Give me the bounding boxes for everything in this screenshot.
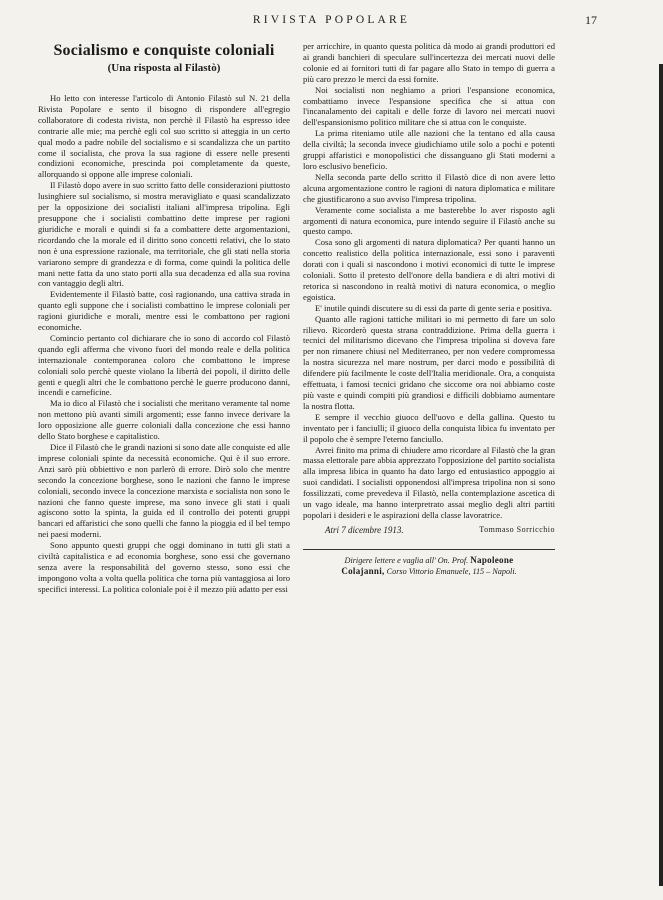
article-title: Socialismo e conquiste coloniali [53,42,275,59]
page-edge-mark [659,64,663,886]
paragraph: Dice il Filastò che le grandi nazioni si sono date alle conquiste ed alle imprese coloniali spinte da necessità economiche. Qui è il suo errore. Anzi sarò più obbiettivo e non parlerò di errore. Dirò solo che mentre secondo la concezione borghese, sono le nazioni che fanno le imprese coloniali, secondo invece la concezione marxista e socialista non sono le nazioni che fanno queste imprese, ma sono invece gli stati i quali agiscono sotto la spinta, la guida ed il controllo dei potenti gruppi bancari ed affaristici che sono quelli che fanno la pioggia ed il bel tempo nei paesi moderni. [38,442,290,540]
page-number: 17 [585,13,597,27]
running-title: RIVISTA POPOLARE [252,14,411,26]
paragraph: Quanto alle ragioni tattiche militari io mi permetto di fare un solo rilievo. Ricorderò questa strana contraddizione. Prima della guerra i tecnici del militarismo dicevano che l'impresa tripolina si doveva fare per non rimanere chiusi nel Mediterraneo, per non vedere compromessa la nostra sicurezza nel mare nostrum, per darci modo e possibilità di difendere più facilmente le coste dell'Italia meridionale. Ora, a conquista effettuata, i famosi tecnici gridano che siccome ora noi abbiamo coste più vaste e quindi compiti più grandiosi e difficili dobbiamo aumentare la nostra flotta. [303,313,555,411]
left-column [38,42,290,595]
paragraph: Avrei finito ma prima di chiudere amo ricordare al Filastò che la gran massa elettorale pare abbia apprezzato l'opposizione del partito socialista alla impresa libica in quanto ha dato largo ed entusiastico appoggio ai suoi candidati. I socialisti opponendosi all'impresa tripolina non si sono fossilizzati, come prevedeva il Filastò, nella contemplazione ascetica di un vago ideale, ma hanno interpretrato assai meglio degli altri partiti popolari i desideri e le aspirazioni della classe lavoratrice. [303,444,555,520]
paragraph: E sempre il vecchio giuoco dell'uovo e della gallina. Questo tu inventato per i fanciulli; il giuoco della conquista libica fu inventato per il popolo che è sempre l'eterno fanciullo. [303,411,555,444]
notice-address: Corso Vittorio Emanuele, 115 – Napoli. [386,566,517,576]
paragraph: Ho letto con interesse l'articolo di Antonio Filastò sul N. 21 della Rivista Popolare e sento il bisogno di rispondere all'egregio collaboratore di codesta rivista, non perchè il Filastò ha espresso idee contrarie alle mie; ma perchè egli col suo scritto si atteggia in un certo qual modo a padre nobile del socialismo e si scandalizza che un partito come il socialista, che prova la sua ragione di essere nelle presenti condizioni economiche, prescinda poi completamente da queste, allorquando si oppone alle imprese coloniali. [38,93,290,180]
signature-line [303,525,555,537]
footer-divider [303,549,555,550]
paragraph: Ma io dico al Filastò che i socialisti che meritano veramente tal nome non mettono più avanti simili argomenti; esse fanno invece derivare la loro opposizione alle guerre coloniali dalla concezione che essi hanno dello Stato borghese e capitalistico. [38,398,290,442]
paragraph: Evidentemente il Filastò batte, così ragionando, una cattiva strada in quanto egli suppone che i socialisti combattino le imprese coloniali per ragioni giuridiche e morali, mentre essi le combattono per ragioni economiche. [38,289,290,333]
paragraph: Comincio pertanto col dichiarare che io sono di accordo col Filastò quando egli afferma che vivono fuori del mondo reale e della politica internazionale contemporanea coloro che combattono le imprese coloniali solo perchè queste violano la libertà dei popoli, il diritto delle genti e quegli altri che le combattono perchè le guerre producono danni, incendi e carneficine. [38,332,290,398]
notice-name-last: Colajanni, [341,565,385,576]
page-header [0,14,663,30]
paragraph: Cosa sono gli argomenti di natura diplomatica? Per quanti hanno un concetto realistico della politica internazionale, essi sono i paraventi dorati con i quali si nascondono i motivi economici di tutte le imprese coloniali. Sotto il pretesto dell'onore della bandiera e di altri motivi di retorica si nascondono in realtà motivi di natura economica, o meglio egoistica. [303,237,555,302]
paragraph: Il Filastò dopo avere in suo scritto fatto delle considerazioni piuttosto lusinghiere sul socialismo, si mostra meravigliato e quasi scandalizzato per la opposizione dei socialisti italiani all'impresa tripolina. Egli presuppone che i socialisti combattino dette imprese per ragioni giuridiche e morali e quindi si fa a combattere dette argomentazioni, ricordando che la morale ed il diritto sono concetti relativi, che lo stato non è una espressione razionale, ma territoriale, che gli stati nella storia variarono sempre di grandezza e di forma, come quindi la politica delle mani nette fatta da uno stato porti alla sua decadenza ed alla sua rovina con vantaggio degli altri. [38,180,290,289]
notice-prefix: Dirigere lettere e vaglia all' On. Prof. [344,555,469,565]
paragraph: E' inutile quindi discutere su di essi da parte di gente seria e positiva. [315,302,552,313]
editorial-notice [303,555,555,577]
paragraph: per arricchire, in quanto questa politica dà modo ai grandi produttori ed ai grandi banchieri di speculare sull'incertezza dei mercati nuovi delle colonie ed ai fornitori tutti di far pagare allo Stato in tempo di guerra a più caro prezzo le merci da essi fornite. [303,41,555,84]
paragraph: Sono appunto questi gruppi che oggi dominano in tutti gli stati a civiltà capitalistica e ad economia borghese, sono essi che governano senza avere la responsabilità del governo stesso, sono essi che impongono volta a volta quella politica che torna più vantaggiosa ai loro specifici interessi. La politica coloniale poi è il mezzo più adatto per essi [38,540,290,594]
paragraph: La prima riteniamo utile alle nazioni che la tentano ed alla causa della civiltà; la seconda invece giudichiamo utile solo a pochi e potenti gruppi affaristici e monopolistici che dissanguano gli Stati moderni a loro esclusivo beneficio. [303,128,555,171]
article-date: Atri 7 dicembre 1913. [325,524,404,535]
paragraph: Nella seconda parte dello scritto il Filastò dice di non avere letto alcuna argomentazione contro le ragioni di natura diplomatica e militare che giustificarono a suo avviso l'impresa tripolina. [303,171,555,204]
notice-name-first: Napoleone [470,554,514,565]
article-subtitle: (Una risposta al Filastò) [107,62,221,74]
paragraph: Noi socialisti non neghiamo a priori l'espansione economica, combattiamo invece l'espansione specifica che si attua con l'incanalamento dei capitali e delle forze di lavoro nei mercati nuovi dell'espansionismo politico militare che si attua con le conquiste. [303,84,555,128]
article-author: Tommaso Sorricchio [479,524,555,534]
right-column [303,41,555,577]
paragraph: Veramente come socialista a me basterebbe lo aver risposto agli argomenti di natura economica, pure intendo seguire il Filastò anche su questo campo. [303,204,555,237]
